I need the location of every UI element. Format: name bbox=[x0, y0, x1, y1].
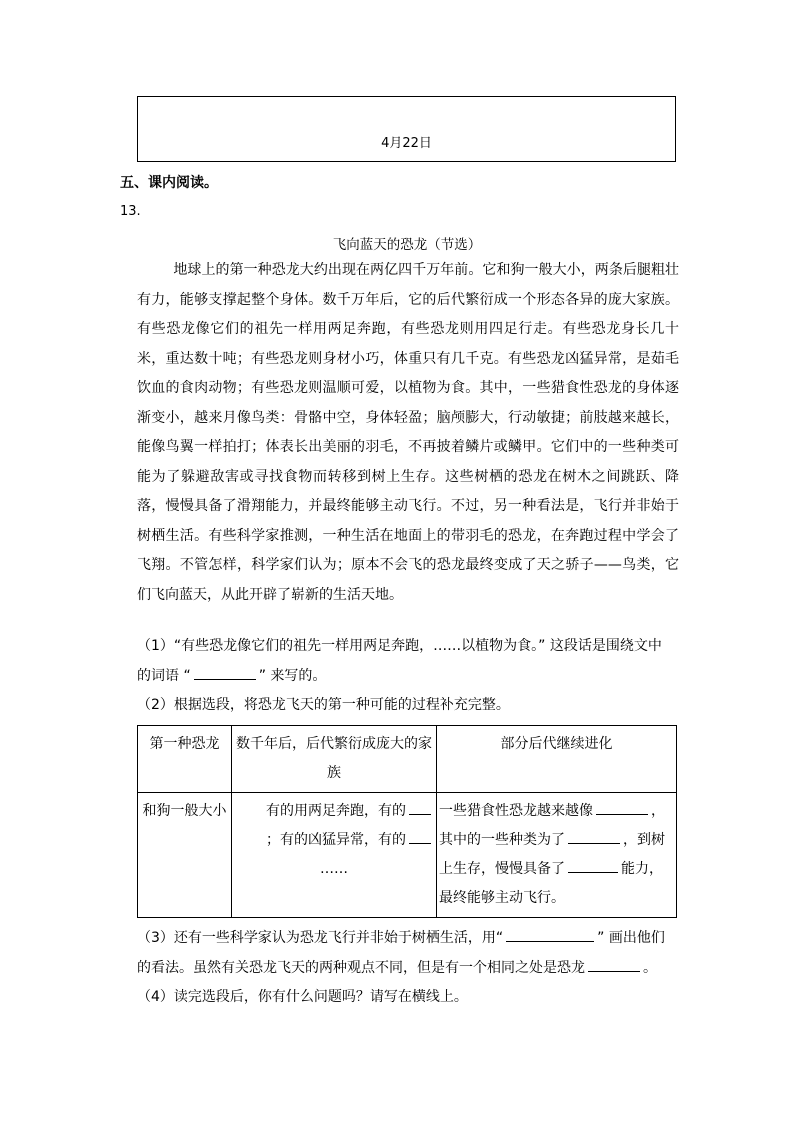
answer-blank[interactable] bbox=[409, 829, 431, 844]
sub-question-1 bbox=[137, 632, 682, 721]
sub1-text-pre: 的词语 “ bbox=[137, 667, 191, 684]
answer-blank[interactable] bbox=[194, 665, 256, 680]
sub2-text: （2）根据选段，将恐龙飞天的第一种可能的过程补充完整。 bbox=[137, 697, 510, 713]
table-cell: 和狗一般大小 bbox=[138, 793, 232, 918]
answer-blank[interactable] bbox=[409, 800, 431, 815]
section-heading: 五、课内阅读。 bbox=[120, 175, 218, 191]
sub3-text: 。 bbox=[643, 959, 657, 976]
cell-text: 有的用两足奔跑，有的 bbox=[266, 803, 406, 819]
passage bbox=[137, 256, 679, 610]
sub4-text: （4）读完选段后，你有什么问题吗？请写在横线上。 bbox=[137, 989, 468, 1005]
table-row bbox=[138, 793, 677, 918]
sub-question-3 bbox=[137, 924, 682, 1013]
answer-blank[interactable] bbox=[596, 800, 648, 815]
sub3-text: ” 画出他们 bbox=[597, 930, 665, 946]
cell-text: 能力，最终能够主动飞行。 bbox=[439, 861, 663, 906]
sub1-line-b bbox=[137, 662, 682, 692]
answer-blank[interactable] bbox=[588, 957, 640, 972]
table-header: 数千年后，后代繁衍成庞大的家族 bbox=[232, 726, 437, 793]
answer-date: 4月22日 bbox=[381, 136, 432, 151]
cell-text: ，其中的一些种类为了 bbox=[439, 803, 665, 848]
table-cell bbox=[437, 793, 677, 918]
sub1-text-post: ” 来写的。 bbox=[258, 667, 327, 684]
sub3-text: 的看法。虽然有关恐龙飞天的两种观点不同，但是有一个相同之处是恐龙 bbox=[137, 959, 585, 976]
cell-text: ，到树上生存，慢慢具备了 bbox=[439, 832, 665, 877]
sub1-line-a: （1）“有些恐龙像它们的祖先一样用两足奔跑，……以植物为食。” 这段话是围绕文中 bbox=[137, 638, 662, 654]
table-header-row bbox=[138, 726, 677, 793]
answer-blank[interactable] bbox=[568, 829, 620, 844]
passage-title: 飞向蓝天的恐龙（节选） bbox=[332, 237, 482, 253]
cell-text: 一些猎食性恐龙越来越像 bbox=[439, 803, 593, 819]
sub3-text: （3）还有一些科学家认为恐龙飞行并非始于树栖生活，用“ bbox=[137, 930, 504, 946]
cell-text: ；有的凶猛异常，有的 bbox=[266, 832, 406, 848]
answer-blank[interactable] bbox=[568, 858, 618, 873]
table-cell bbox=[232, 793, 437, 918]
process-table bbox=[137, 725, 677, 918]
table-header: 部分后代继续进化 bbox=[437, 726, 677, 793]
cell-text: …… bbox=[320, 861, 348, 877]
answer-box bbox=[137, 96, 676, 162]
question-number: 13. bbox=[120, 204, 141, 219]
answer-blank[interactable] bbox=[506, 927, 594, 942]
passage-text: 地球上的第一种恐龙大约出现在两亿四千万年前。它和狗一般大小，两条后腿粗壮有力，能够支撑起整个身体。数千万年后，它的后代繁衍成一个形态各异的庞大家族。有些恐龙像它们的祖先一样用两足奔跑，有些恐龙则用四足行走。有些恐龙身长几十米，重达数十吨；有些恐龙则身材小巧，体重只有几千克。有些恐龙凶猛异常，是茹毛饮血的食肉动物；有些恐龙则温顺可爱，以植物为食。其中，一些猎食性恐龙的身体逐渐变小，越来月像鸟类：骨骼中空，身体轻盈；脑颅膨大，行动敏捷；前肢越来越长，能像鸟翼一样拍打；体表长出美丽的羽毛，不再披着鳞片或鳞甲。它们中的一些种类可能为了躲避敌害或寻找食物而转移到树上生存。这些树栖的恐龙在树木之间跳跃、降落，慢慢具备了滑翔能力，并最终能够主动飞行。不过，另一种看法是，飞行并非始于树栖生活。有些科学家推测，一种生活在地面上的带羽毛的恐龙，在奔跑过程中学会了飞翔。不管怎样，科学家们认为；原本不会飞的恐龙最终变成了天之骄子——鸟类，它们飞向蓝天，从此开辟了崭新的生活天地。 bbox=[137, 262, 679, 603]
table-header: 第一种恐龙 bbox=[138, 726, 232, 793]
